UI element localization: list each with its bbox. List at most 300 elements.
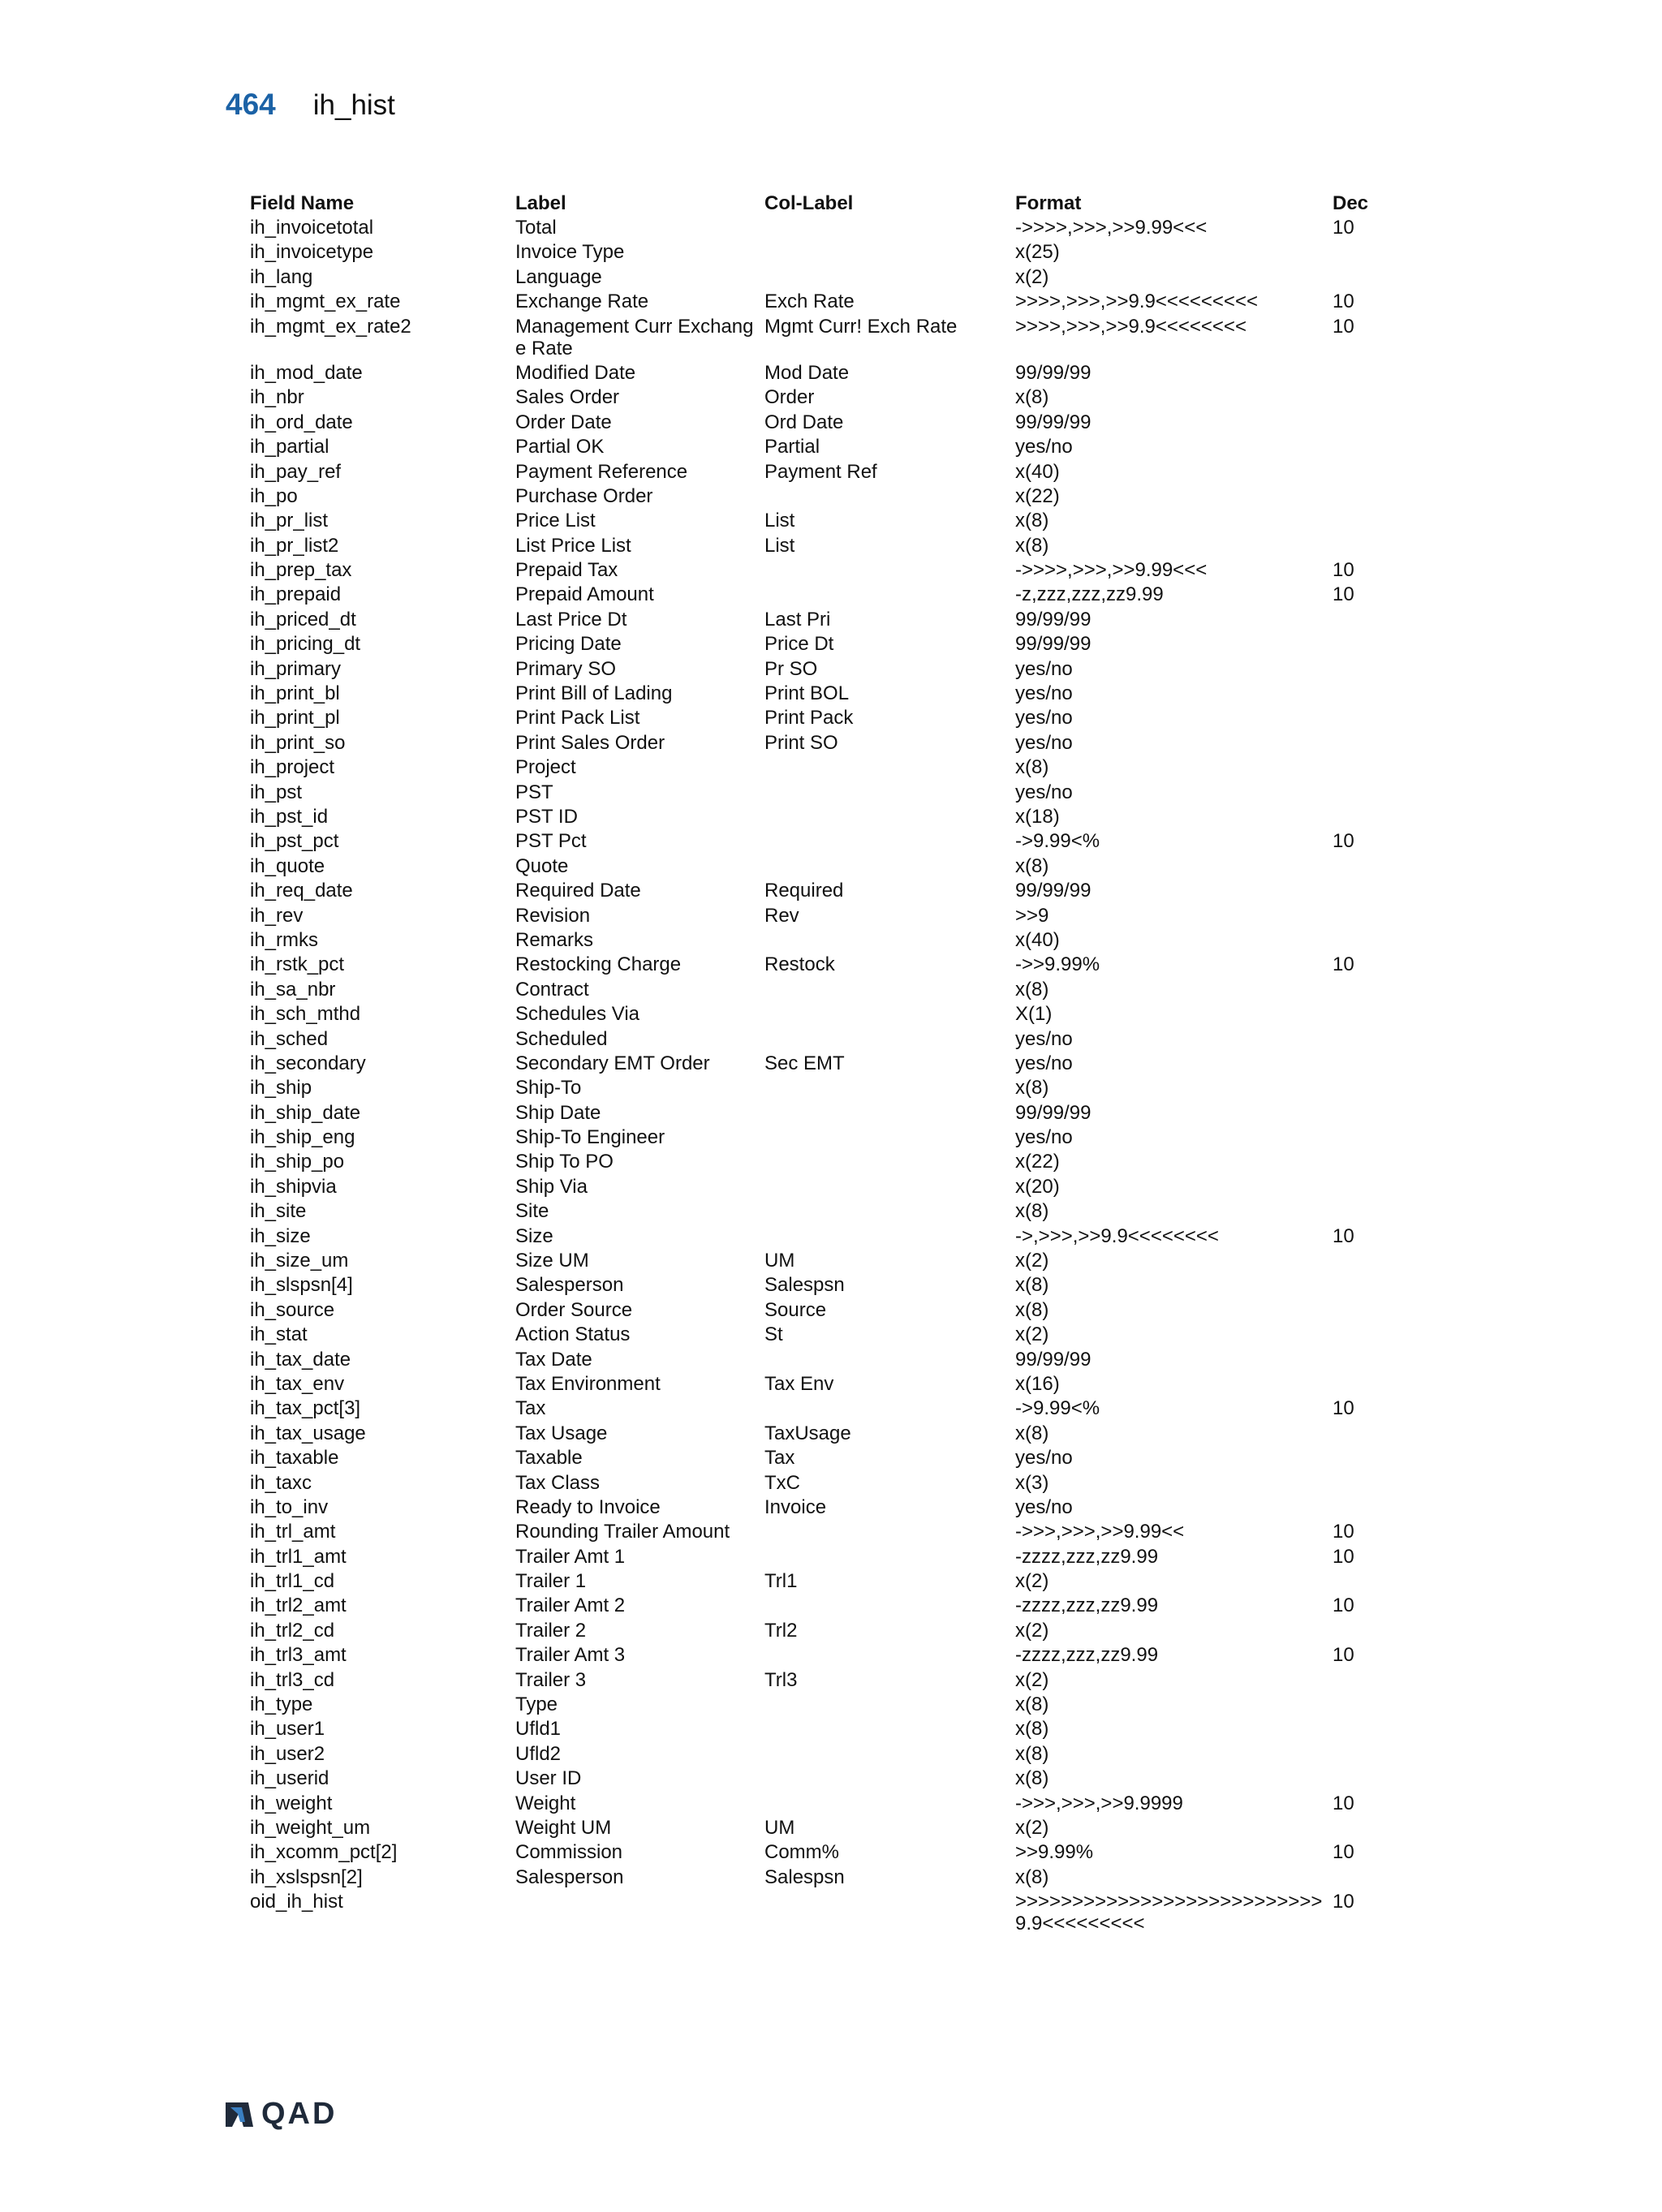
cell-dec [1331, 1274, 1401, 1298]
cell-dec [1331, 609, 1401, 633]
cell-col-label: Pr SO [764, 657, 818, 680]
cell-dec: 10 [1333, 1594, 1354, 1617]
table-row [248, 682, 1401, 707]
cell-format: -zzzz,zzz,zz9.99 [1015, 1545, 1159, 1568]
cell-label: Ship-To [515, 1077, 582, 1100]
qad-logo-text: QAD [261, 2097, 338, 2131]
cell-dec [1331, 1200, 1401, 1224]
cell-field-name: ih_shipvia [250, 1175, 337, 1198]
cell-dec: 10 [1333, 1891, 1354, 1913]
table-row [248, 1102, 1401, 1126]
cell-format: ->>>,>>>,>>9.99<< [1015, 1521, 1185, 1543]
cell-format: x(2) [1015, 1619, 1049, 1642]
cell-col-label [763, 1077, 1014, 1101]
cell-dec: 10 [1333, 1841, 1354, 1864]
cell-dec [1331, 1817, 1401, 1841]
cell-col-label [763, 929, 1014, 953]
cell-label: Price List [515, 510, 596, 532]
cell-col-label: Restock [764, 953, 835, 976]
cell-dec [1331, 461, 1401, 485]
table-row [248, 1225, 1401, 1250]
table-row [248, 1866, 1401, 1891]
cell-dec [1331, 1151, 1401, 1175]
cell-label: Salesperson [515, 1866, 624, 1888]
cell-field-name: ih_mgmt_ex_rate2 [250, 315, 411, 338]
cell-label: Remarks [515, 928, 594, 951]
cell-format: ->>>>,>>>,>>9.99<<< [1015, 559, 1208, 582]
cell-format: 99/99/99 [1015, 361, 1091, 384]
cell-col-label: Print SO [764, 731, 838, 754]
qad-logo [224, 2097, 337, 2132]
cell-format: >>>>>>>>>>>>>>>>>>>>>>>>>>>9.9<<<<<<<<< [1015, 1891, 1323, 1935]
cell-col-label: UM [764, 1817, 795, 1839]
cell-label: Size UM [515, 1250, 589, 1272]
cell-col-label [763, 266, 1014, 290]
cell-dec [1331, 535, 1401, 559]
cell-field-name: ih_taxc [250, 1471, 312, 1494]
table-row [248, 362, 1401, 386]
cell-label: Print Pack List [515, 707, 640, 729]
table-row [248, 1447, 1401, 1471]
cell-col-label: Mgmt Curr! Exch Rate [764, 315, 958, 338]
cell-format: x(8) [1015, 1693, 1049, 1716]
cell-col-label: Last Pri [764, 608, 831, 630]
cell-label: Action Status [515, 1323, 631, 1346]
cell-label [514, 1891, 763, 1937]
cell-label: Print Bill of Lading [515, 682, 673, 705]
table-header-row [248, 192, 1401, 217]
cell-label: Payment Reference [515, 460, 688, 483]
cell-dec [1331, 1077, 1401, 1101]
cell-dec: 10 [1333, 1397, 1354, 1420]
table-body [248, 217, 1401, 1938]
cell-label: Size [515, 1224, 553, 1247]
cell-format: >>>>,>>>,>>9.9<<<<<<<<< [1015, 290, 1258, 313]
table-row [248, 1126, 1401, 1151]
cell-dec [1331, 411, 1401, 436]
cell-dec [1331, 682, 1401, 707]
column-header-label: Label [515, 192, 566, 214]
cell-label: Modified Date [515, 361, 636, 384]
cell-field-name: ih_size_um [250, 1250, 349, 1272]
cell-col-label: Partial [764, 436, 820, 458]
table-row [248, 1718, 1401, 1742]
cell-dec [1331, 1126, 1401, 1151]
cell-dec [1331, 1693, 1401, 1718]
table-row [248, 1200, 1401, 1224]
cell-col-label: Order [764, 386, 815, 409]
cell-label: Ship To PO [515, 1151, 614, 1173]
cell-dec [1331, 880, 1401, 904]
cell-field-name: ih_trl2_amt [250, 1594, 347, 1617]
cell-col-label: Mod Date [764, 361, 850, 384]
cell-label: Rounding Trailer Amount [515, 1521, 730, 1543]
cell-label: Order Date [515, 411, 612, 433]
cell-field-name: ih_user1 [250, 1718, 325, 1741]
table-row [248, 1151, 1401, 1175]
table-row [248, 241, 1401, 265]
cell-dec [1331, 485, 1401, 510]
cell-label: Partial OK [515, 436, 605, 458]
cell-col-label: Trl2 [764, 1619, 798, 1642]
cell-field-name: ih_type [250, 1693, 313, 1716]
table-row [248, 1299, 1401, 1323]
cell-field-name: ih_size [250, 1224, 311, 1247]
table-row [248, 1176, 1401, 1200]
table-row [248, 1644, 1401, 1668]
cell-dec: 10 [1333, 290, 1354, 313]
cell-label: Purchase Order [515, 484, 653, 507]
cell-format: x(8) [1015, 978, 1049, 1001]
cell-dec [1331, 1250, 1401, 1274]
table-row [248, 411, 1401, 436]
cell-label: User ID [515, 1767, 582, 1790]
cell-col-label [763, 1397, 1014, 1422]
cell-dec [1331, 1349, 1401, 1373]
column-header-dec: Dec [1333, 192, 1369, 214]
cell-format: x(8) [1015, 510, 1049, 532]
cell-field-name: ih_po [250, 484, 298, 507]
cell-field-name: ih_project [250, 756, 335, 779]
cell-field-name: ih_prep_tax [250, 559, 352, 582]
cell-col-label [763, 485, 1014, 510]
cell-label: Site [515, 1200, 549, 1223]
cell-field-name: ih_secondary [250, 1052, 366, 1074]
cell-label: Order Source [515, 1298, 633, 1321]
table-row [248, 436, 1401, 460]
cell-col-label [763, 1102, 1014, 1126]
cell-dec [1331, 905, 1401, 929]
cell-label: Salesperson [515, 1274, 624, 1297]
cell-col-label: Rev [764, 904, 799, 927]
cell-dec [1331, 1028, 1401, 1052]
cell-label: Required Date [515, 880, 641, 902]
cell-field-name: ih_quote [250, 854, 325, 877]
cell-col-label [763, 1767, 1014, 1792]
column-header-format: Format [1015, 192, 1082, 214]
table-row [248, 1373, 1401, 1397]
table-row [248, 1767, 1401, 1792]
cell-col-label: Trl3 [764, 1668, 798, 1691]
cell-field-name: ih_userid [250, 1767, 329, 1790]
cell-format: ->>>,>>>,>>9.9999 [1015, 1792, 1183, 1814]
cell-dec [1331, 756, 1401, 781]
cell-label: Commission [515, 1841, 623, 1864]
cell-dec: 10 [1333, 1644, 1354, 1667]
cell-dec [1331, 1620, 1401, 1644]
page-title: ih_hist [312, 89, 395, 121]
cell-field-name: ih_lang [250, 265, 313, 288]
cell-col-label [763, 241, 1014, 265]
cell-format: x(22) [1015, 484, 1060, 507]
cell-label: Management Curr Exchange Rate [515, 315, 754, 359]
qad-logo-icon [224, 2101, 255, 2128]
cell-col-label: Required [764, 880, 844, 902]
cell-field-name: ih_mgmt_ex_rate [250, 290, 401, 313]
cell-col-label [763, 756, 1014, 781]
cell-format: yes/no [1015, 1052, 1073, 1074]
table-row [248, 1669, 1401, 1693]
cell-format: x(8) [1015, 854, 1049, 877]
cell-format: x(2) [1015, 1817, 1049, 1839]
cell-dec [1331, 1866, 1401, 1891]
cell-format: x(8) [1015, 1077, 1049, 1100]
table-row [248, 979, 1401, 1003]
cell-col-label: Print Pack [764, 707, 854, 729]
table-row [248, 658, 1401, 682]
cell-label: Secondary EMT Order [515, 1052, 710, 1074]
cell-dec [1331, 510, 1401, 534]
table-row [248, 609, 1401, 633]
cell-field-name: ih_to_inv [250, 1495, 329, 1518]
table-row [248, 1521, 1401, 1545]
cell-format: x(16) [1015, 1372, 1060, 1395]
cell-col-label: Tax Env [764, 1372, 834, 1395]
table-row [248, 1077, 1401, 1101]
table-row [248, 1349, 1401, 1373]
cell-label: Prepaid Amount [515, 583, 654, 606]
cell-label: Last Price Dt [515, 608, 627, 630]
cell-label: Trailer 1 [515, 1570, 587, 1593]
cell-col-label: St [764, 1323, 783, 1346]
cell-format: -zzzz,zzz,zz9.99 [1015, 1644, 1159, 1667]
cell-label: Ship Date [515, 1101, 601, 1124]
cell-col-label [763, 1225, 1014, 1250]
cell-format: x(8) [1015, 386, 1049, 409]
cell-col-label: Print BOL [764, 682, 850, 705]
cell-field-name: ih_taxable [250, 1447, 339, 1470]
cell-field-name: ih_pst_id [250, 805, 329, 828]
cell-field-name: ih_trl_amt [250, 1521, 336, 1543]
cell-format: x(8) [1015, 756, 1049, 779]
cell-label: Total [515, 217, 557, 239]
table-row [248, 386, 1401, 411]
cell-label: Trailer Amt 1 [515, 1545, 626, 1568]
cell-field-name: ih_prepaid [250, 583, 342, 606]
cell-dec: 10 [1333, 217, 1354, 239]
cell-field-name: ih_req_date [250, 880, 353, 902]
cell-format: x(8) [1015, 1767, 1049, 1790]
cell-format: x(2) [1015, 1250, 1049, 1272]
table-row [248, 1250, 1401, 1274]
table-row [248, 1620, 1401, 1644]
cell-label: Taxable [515, 1447, 583, 1470]
cell-format: 99/99/99 [1015, 411, 1091, 433]
cell-field-name: ih_trl2_cd [250, 1619, 335, 1642]
cell-format: x(2) [1015, 1570, 1049, 1593]
cell-dec [1331, 362, 1401, 386]
cell-field-name: ih_rmks [250, 928, 319, 951]
cell-label: Trailer Amt 3 [515, 1644, 626, 1667]
column-header-field-name: Field Name [250, 192, 355, 214]
cell-col-label [763, 1644, 1014, 1668]
cell-field-name: ih_print_pl [250, 707, 340, 729]
cell-field-name: ih_trl3_amt [250, 1644, 347, 1667]
cell-dec [1331, 707, 1401, 731]
cell-field-name: ih_invoicetotal [250, 217, 374, 239]
cell-format: x(25) [1015, 241, 1060, 264]
cell-col-label [763, 217, 1014, 241]
cell-field-name: ih_primary [250, 657, 342, 680]
table-row [248, 855, 1401, 880]
cell-dec [1331, 658, 1401, 682]
cell-format: 99/99/99 [1015, 880, 1091, 902]
cell-field-name: ih_weight_um [250, 1817, 371, 1839]
table-row [248, 217, 1401, 241]
cell-label: Prepaid Tax [515, 559, 618, 582]
cell-format: x(8) [1015, 1274, 1049, 1297]
cell-field-name: ih_xslspsn[2] [250, 1866, 363, 1888]
table-row [248, 1693, 1401, 1718]
cell-field-name: ih_ord_date [250, 411, 353, 433]
table-row [248, 1817, 1401, 1841]
cell-col-label [763, 1151, 1014, 1175]
table-row [248, 461, 1401, 485]
cell-col-label: Sec EMT [764, 1052, 845, 1074]
cell-format: x(8) [1015, 1298, 1049, 1321]
cell-dec: 10 [1333, 1224, 1354, 1247]
table-row [248, 633, 1401, 657]
cell-field-name: ih_tax_env [250, 1372, 345, 1395]
cell-col-label: Tax [764, 1447, 795, 1470]
cell-dec: 10 [1333, 953, 1354, 976]
cell-field-name: ih_nbr [250, 386, 304, 409]
cell-format: x(8) [1015, 1200, 1049, 1223]
cell-label: Invoice Type [515, 241, 625, 264]
cell-format: ->>9.99% [1015, 953, 1100, 976]
cell-label: Ready to Invoice [515, 1495, 661, 1518]
cell-label: Tax Class [515, 1471, 601, 1494]
cell-field-name: ih_print_bl [250, 682, 340, 705]
cell-col-label: List [764, 510, 795, 532]
cell-label: Revision [515, 904, 591, 927]
cell-col-label [763, 1126, 1014, 1151]
cell-dec [1331, 1472, 1401, 1496]
cell-format: X(1) [1015, 1003, 1053, 1026]
cell-format: x(8) [1015, 1422, 1049, 1444]
cell-format: x(8) [1015, 1742, 1049, 1765]
cell-dec [1331, 732, 1401, 756]
table-row [248, 953, 1401, 978]
cell-field-name: ih_ship_date [250, 1101, 361, 1124]
cell-format: 99/99/99 [1015, 608, 1091, 630]
cell-field-name: ih_xcomm_pct[2] [250, 1841, 398, 1864]
table-row [248, 1397, 1401, 1422]
cell-dec [1331, 1743, 1401, 1767]
cell-col-label [763, 1349, 1014, 1373]
cell-format: -z,zzz,zzz,zz9.99 [1015, 583, 1164, 606]
cell-col-label: Exch Rate [764, 290, 855, 313]
cell-label: Ship Via [515, 1175, 588, 1198]
cell-field-name: ih_sch_mthd [250, 1003, 361, 1026]
cell-dec: 10 [1333, 1545, 1354, 1568]
cell-format: 99/99/99 [1015, 1348, 1091, 1371]
cell-dec [1331, 1422, 1401, 1447]
cell-field-name: ih_rstk_pct [250, 953, 345, 976]
cell-dec [1331, 386, 1401, 411]
cell-format: yes/no [1015, 682, 1073, 705]
cell-col-label [763, 1176, 1014, 1200]
cell-col-label: Salespsn [764, 1274, 845, 1297]
cell-col-label: Payment Ref [764, 460, 877, 483]
cell-dec [1331, 1102, 1401, 1126]
table-row [248, 485, 1401, 510]
cell-label: Ufld1 [515, 1718, 562, 1741]
cell-format: x(3) [1015, 1471, 1049, 1494]
cell-field-name: ih_partial [250, 436, 329, 458]
table-row [248, 290, 1401, 315]
cell-col-label: Source [764, 1298, 827, 1321]
cell-label: Tax Usage [515, 1422, 608, 1444]
cell-col-label: TaxUsage [764, 1422, 851, 1444]
cell-field-name: ih_tax_date [250, 1348, 351, 1371]
cell-field-name: ih_pr_list2 [250, 534, 339, 557]
cell-dec [1331, 855, 1401, 880]
cell-dec [1331, 1718, 1401, 1742]
cell-label: Tax Date [515, 1348, 592, 1371]
cell-format: x(8) [1015, 1718, 1049, 1741]
cell-dec [1331, 266, 1401, 290]
cell-field-name: ih_priced_dt [250, 608, 356, 630]
cell-dec [1331, 633, 1401, 657]
cell-field-name: ih_trl1_amt [250, 1545, 347, 1568]
cell-field-name: ih_ship [250, 1077, 312, 1100]
page-number: 464 [226, 88, 276, 121]
cell-format: yes/no [1015, 657, 1073, 680]
cell-dec [1331, 806, 1401, 830]
cell-col-label [763, 1693, 1014, 1718]
table-row [248, 929, 1401, 953]
cell-format: ->9.99<% [1015, 1397, 1100, 1420]
cell-dec [1331, 1669, 1401, 1693]
cell-col-label [763, 1546, 1014, 1570]
cell-dec [1331, 1447, 1401, 1471]
cell-format: ->9.99<% [1015, 830, 1100, 853]
table-row [248, 1841, 1401, 1866]
cell-field-name: ih_trl1_cd [250, 1570, 335, 1593]
cell-format: x(2) [1015, 1323, 1049, 1346]
cell-dec [1331, 1299, 1401, 1323]
cell-col-label [763, 1718, 1014, 1742]
cell-format: yes/no [1015, 1447, 1073, 1470]
cell-col-label [763, 1521, 1014, 1545]
table-row [248, 510, 1401, 534]
cell-field-name: ih_sa_nbr [250, 978, 336, 1001]
cell-col-label [763, 781, 1014, 806]
table-row [248, 583, 1401, 608]
cell-dec [1331, 781, 1401, 806]
cell-col-label [763, 1003, 1014, 1027]
cell-format: x(2) [1015, 265, 1049, 288]
cell-col-label [763, 830, 1014, 854]
cell-format: x(22) [1015, 1151, 1060, 1173]
cell-format: yes/no [1015, 781, 1073, 803]
table-row [248, 732, 1401, 756]
cell-dec [1331, 979, 1401, 1003]
cell-col-label: Trl1 [764, 1570, 798, 1593]
cell-col-label: Price Dt [764, 633, 834, 656]
cell-format: ->,>>>,>>9.9<<<<<<<< [1015, 1224, 1219, 1247]
cell-format: yes/no [1015, 1027, 1073, 1050]
cell-label: Sales Order [515, 386, 620, 409]
cell-label: Ship-To Engineer [515, 1126, 665, 1149]
cell-format: yes/no [1015, 1126, 1073, 1149]
cell-col-label: Salespsn [764, 1866, 845, 1888]
cell-label: List Price List [515, 534, 631, 557]
cell-label: Type [515, 1693, 558, 1716]
cell-col-label [763, 1743, 1014, 1767]
cell-field-name: ih_tax_pct[3] [250, 1397, 361, 1420]
